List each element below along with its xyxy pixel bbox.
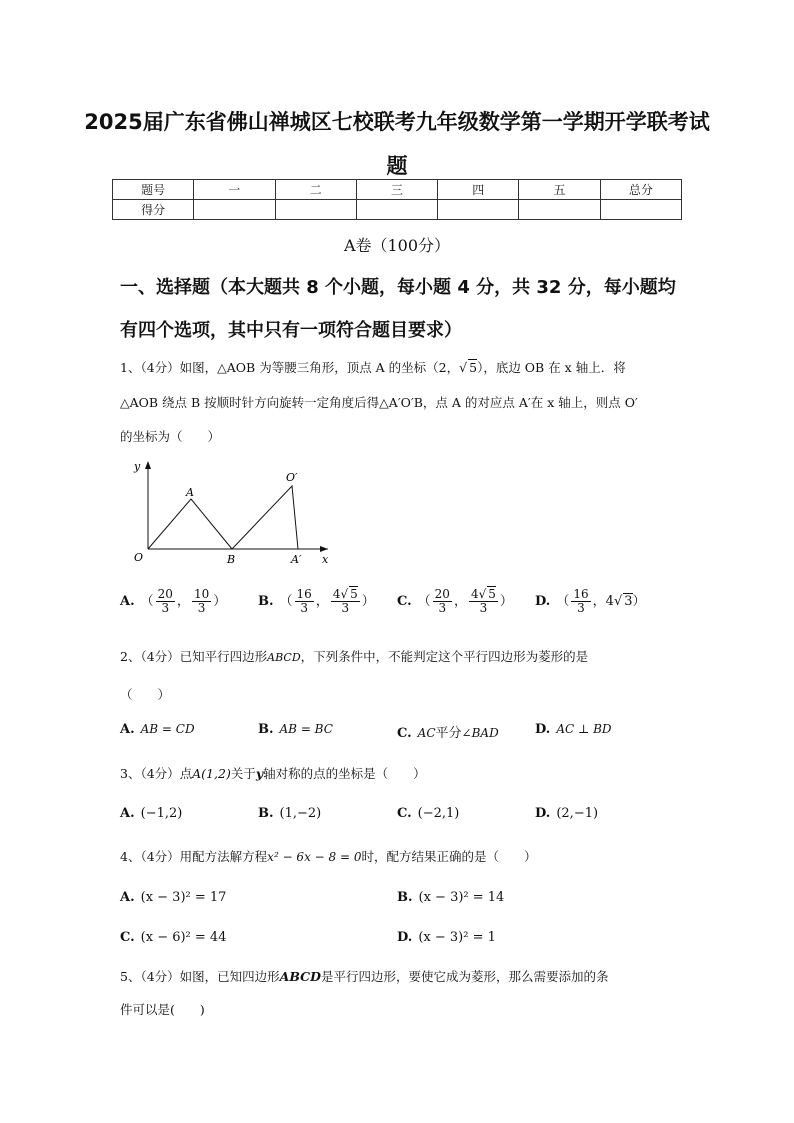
question-1-option-a[interactable]: A. （ $\frac{20}{3}$ ， $\frac{10}{3}$ ）	[120, 587, 227, 615]
label-o: O	[134, 551, 144, 564]
question-4-line-1	[120, 847, 537, 867]
question-4-option-b[interactable]	[397, 890, 504, 905]
option-label: C.	[397, 726, 412, 741]
question-3-line-1	[120, 764, 426, 784]
option-text: 平分	[435, 726, 462, 741]
question-4-text: 时，配方结果正确的是（ ）	[361, 849, 537, 864]
option-math: AB = CD	[140, 722, 195, 736]
question-4-option-d[interactable]	[397, 930, 496, 945]
question-2-option-c[interactable]	[397, 722, 499, 741]
question-2-text: 2、（4分）已知平行四边形	[120, 649, 268, 664]
table-cell-empty	[275, 200, 356, 220]
option-label: A.	[120, 722, 135, 737]
question-3-text: 关于	[230, 766, 256, 781]
option-value: (x − 3)² = 17	[140, 890, 227, 905]
option-value: (−2,1)	[417, 806, 460, 821]
question-4-text: 4、（4分）用配方法解方程	[120, 849, 268, 864]
label-b: B	[227, 553, 236, 566]
option-value: (x − 6)² = 44	[140, 930, 227, 945]
option-value: (−1,2)	[140, 806, 183, 821]
fraction: $\frac{4√ 5}{3}$	[470, 587, 496, 615]
question-2-option-d[interactable]	[535, 722, 612, 737]
fraction: $\frac{20}{3}$	[157, 587, 173, 615]
question-1-figure	[118, 455, 338, 570]
question-1-option-c[interactable]: C. （ $\frac{20}{3}$ ， $\frac{4√ 5}{3}$ ）	[397, 587, 513, 615]
option-value: (x − 3)² = 1	[418, 930, 496, 945]
question-1-line-3: 的坐标为（ ）	[120, 429, 221, 444]
label-y: y	[134, 460, 141, 473]
table-cell-empty	[519, 200, 600, 220]
fraction: $\frac{4√ 5}{3}$	[332, 587, 358, 615]
option-value: (x − 3)² = 14	[418, 890, 505, 905]
question-3-option-b[interactable]	[258, 806, 321, 821]
math-equation: x² − 6x − 8 = 0	[267, 850, 362, 864]
option-label: A.	[120, 594, 135, 609]
table-cell: 三	[356, 180, 437, 200]
option-label: B.	[258, 806, 274, 821]
x-axis-arrow	[320, 546, 328, 552]
option-label: B.	[258, 722, 274, 737]
triangle-a-prime-o-prime-b	[232, 486, 298, 549]
option-label: D.	[535, 722, 551, 737]
question-4-option-a[interactable]	[120, 890, 226, 905]
option-label: A.	[120, 806, 135, 821]
table-cell-empty	[356, 200, 437, 220]
page-title-continued: 题	[386, 154, 408, 178]
math-abcd: ABCD	[279, 969, 321, 984]
question-1-line-2: △AOB 绕点 B 按顺时针方向旋转一定角度后得△A′O′B，点 A 的对应点 A′在 x 轴上，则点 O′	[120, 395, 638, 410]
sqrt-symbol: √	[459, 360, 468, 375]
question-1-text: 1、（4分）如图，△AOB 为等腰三角形，顶点 A 的坐标（2，	[120, 360, 460, 375]
label-a: A	[186, 486, 194, 499]
option-math: AC ⊥ BD	[556, 722, 612, 736]
y-axis-arrow	[145, 461, 151, 469]
option-label: D.	[535, 806, 551, 821]
section-heading: 一、选择题（本大题共 8 个小题，每小题 4 分，共 32 分，每小题均	[120, 277, 676, 298]
question-2-line-1	[120, 647, 588, 668]
score-table-header-row	[113, 180, 682, 200]
label-a-prime: A′	[291, 553, 302, 566]
fraction: $\frac{10}{3}$	[193, 587, 210, 615]
fraction: $\frac{16}{3}$	[573, 587, 589, 615]
table-cell-empty	[438, 200, 519, 220]
question-1-option-b[interactable]: B. （ $\frac{16}{3}$ ， $\frac{4√ 5}{3}$ ）	[258, 587, 375, 615]
question-3-option-a[interactable]	[120, 806, 182, 821]
page-title: 2025届广东省佛山禅城区七校联考九年级数学第一学期开学联考试	[84, 110, 710, 134]
label-o-prime: O′	[286, 471, 298, 484]
question-5-line-1	[120, 967, 608, 987]
option-value: (1,−2)	[279, 806, 322, 821]
table-cell: 五	[519, 180, 600, 200]
option-label: C.	[397, 594, 412, 609]
math-point: A(1,2)	[192, 766, 231, 781]
option-label: C.	[120, 930, 135, 945]
score-table-score-row	[113, 200, 682, 220]
question-5-text: 是平行四边形，要使它成为菱形，那么需要添加的条	[320, 969, 609, 984]
section-heading-continued: 有四个选项，其中只有一项符合题目要求）	[120, 320, 462, 341]
option-label: D.	[535, 594, 551, 609]
question-5-text: 5、（4分）如图，已知四边形	[120, 969, 280, 984]
table-cell-empty	[194, 200, 275, 220]
score-table	[112, 179, 682, 220]
question-3-text: 3、（4分）点	[120, 766, 193, 781]
table-cell-empty	[600, 200, 681, 220]
label-x: x	[322, 553, 329, 566]
option-label: C.	[397, 806, 412, 821]
fraction: $\frac{16}{3}$	[296, 587, 312, 615]
option-math: ∠BAD	[461, 726, 499, 740]
question-1-option-d[interactable]: D. （ $\frac{16}{3}$ ，4√ 3）	[535, 587, 646, 615]
question-3-option-c[interactable]	[397, 806, 459, 821]
table-cell: 一	[194, 180, 275, 200]
math-abcd: ABCD	[267, 651, 301, 664]
table-cell: 四	[438, 180, 519, 200]
option-math: AC	[417, 726, 436, 740]
option-label: B.	[397, 890, 413, 905]
table-cell: 题号	[113, 180, 194, 200]
question-2-text: ，下列条件中，不能判定这个平行四边形为菱形的是	[300, 649, 589, 664]
question-4-option-c[interactable]	[120, 930, 226, 945]
question-3-option-d[interactable]	[535, 806, 598, 821]
table-cell: 二	[275, 180, 356, 200]
triangle-aob	[148, 499, 232, 549]
question-1-text: ），底边 OB 在 x 轴上．将	[477, 360, 626, 375]
question-2-option-a[interactable]	[120, 722, 195, 737]
paper-part-heading: A卷（100分）	[343, 236, 451, 255]
option-math: AB = BC	[279, 722, 333, 736]
question-2-line-2: （ ）	[120, 687, 171, 702]
math-y: y	[255, 766, 264, 781]
question-1-line-1	[120, 358, 626, 378]
fraction: $\frac{20}{3}$	[434, 587, 450, 615]
table-cell: 总分	[600, 180, 681, 200]
option-label: B.	[258, 594, 274, 609]
option-label: D.	[397, 930, 413, 945]
option-label: A.	[120, 890, 135, 905]
option-value: (2,−1)	[556, 806, 599, 821]
table-cell: 得分	[113, 200, 194, 220]
sqrt-radicand: 5	[469, 360, 478, 375]
question-3-text: 轴对称的点的坐标是（ ）	[263, 766, 426, 781]
question-2-option-b[interactable]	[258, 722, 333, 737]
question-5-line-2: 件可以是( )	[120, 1002, 205, 1017]
